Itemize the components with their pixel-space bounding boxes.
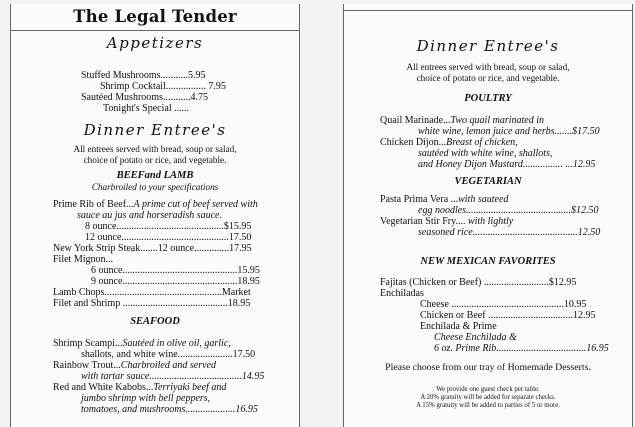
item-description: with lightly — [467, 216, 514, 227]
item-name: Red and White Kabobs... — [53, 382, 154, 393]
item-name: Rainbow Trout... — [53, 360, 121, 371]
menu-line: 6 ounce..............................................15.95 — [91, 265, 260, 276]
menu-line: New York Strip Steak.......12 ounce..............17.95 — [53, 243, 252, 254]
beef-lamb-subheading: Charbroiled to your specifications — [91, 182, 219, 192]
item-description: sautéed with white wine, shallots, — [418, 148, 553, 159]
item-description: Terriyaki beef and — [153, 382, 227, 393]
appetizers-title: Appetizers — [106, 34, 204, 52]
fine-print-line: A 15% gratuity will be added to parties of 5 or more. — [416, 402, 560, 409]
item-description: Charbroiled and served — [120, 360, 216, 371]
right-menu-page — [343, 4, 633, 427]
item-description: Two quail marinated in — [450, 115, 544, 126]
seafood-heading: SEAFOOD — [130, 316, 180, 327]
dessert-note: Please choose from our tray of Homemade Desserts. — [385, 362, 591, 373]
menu-line: and Honey Dijon Mustard................ ...12.95 — [418, 159, 596, 170]
menu-item — [380, 194, 508, 205]
menu-line: Cheese .............................................10.95 — [420, 299, 587, 310]
entrees-intro-line: All entrees served with bread, soup or salad, — [406, 62, 570, 72]
item-name: Chicken Dijon... — [380, 137, 447, 148]
menu-item — [53, 360, 216, 371]
menu-item — [380, 137, 518, 148]
appetizer-item: Stuffed Mushrooms...........5.95 — [81, 70, 206, 81]
new-mexican-heading: NEW MEXICAN FAVORITES — [420, 256, 556, 267]
item-description: jumbo shrimp with bell peppers, — [81, 393, 211, 404]
menu-line: Enchilada & Prime — [420, 321, 497, 332]
item-description: with sauteed — [458, 194, 509, 205]
item-name: Prime Rib of Beef... — [53, 199, 134, 210]
menu-line: 8 ounce...........................................$15.95 — [85, 221, 252, 232]
menu-line: egg noodles..........................................$12.50 — [418, 205, 599, 216]
menu-line: tomatoes, and mushrooms....................16.95 — [81, 404, 258, 415]
menu-line: Lamb Chops...............................................Market — [53, 287, 251, 298]
vegetarian-heading: VEGETARIAN — [454, 176, 522, 187]
entrees-intro-line: All entrees served with bread, soup or salad, — [73, 144, 237, 154]
menu-line: 6 oz. Prime Rib....................................16.95 — [434, 343, 609, 354]
item-description: A prime cut of beef served with — [133, 199, 258, 210]
poultry-heading: POULTRY — [464, 93, 512, 104]
left-menu-page — [10, 4, 300, 427]
menu-line: 9 ounce..............................................18.95 — [91, 276, 260, 287]
item-name: Pasta Prima Vera ... — [380, 194, 459, 205]
fine-print-line: A 20% gratuity will be added for separate checks. — [420, 394, 556, 401]
fine-print-line: We provide one guest check per table. — [436, 386, 540, 393]
entrees-title: Dinner Entree's — [83, 121, 227, 139]
appetizer-item: Shrimp Cocktail................ 7.95 — [100, 81, 226, 92]
appetizer-item: Sautéed Mushrooms...........4.75 — [81, 92, 208, 103]
menu-line: with tartar sauce.....................................14.95 — [81, 371, 265, 382]
item-name: Shrimp Scampi... — [53, 338, 123, 349]
menu-line: Fajitas (Chicken or Beef) ..........................$12.95 — [380, 277, 577, 288]
menu-line: Filet Mignon... — [53, 254, 114, 265]
menu-line: 12 ounce...........................................17.50 — [85, 232, 252, 243]
beef-lamb-heading: BEEFand LAMB — [116, 170, 194, 181]
menu-item — [53, 382, 226, 393]
entrees-title: Dinner Entree's — [416, 37, 560, 55]
appetizer-item: Tonight's Special ...... — [103, 103, 190, 114]
menu-item — [53, 199, 258, 210]
restaurant-name: The Legal Tender — [10, 4, 300, 31]
menu-line: shallots, and white wine......................17.50 — [81, 349, 256, 360]
menu-line: Chicken or Beef ..................................12.95 — [420, 310, 596, 321]
menu-line: Enchiladas — [380, 288, 424, 299]
menu-line: white wine, lemon juice and herbs.......$17.50 — [418, 126, 600, 137]
menu-item — [53, 338, 231, 349]
item-description: Cheese Enchilada & — [434, 332, 517, 343]
item-name: Vegetarian Stir Fry.... — [380, 216, 468, 227]
item-description: Sautéed in olive oil, garlic, — [122, 338, 231, 349]
menu-line: Filet and Shrimp ..........................................18.95 — [53, 298, 251, 309]
item-description: sauce au jus and horseradish sauce. — [77, 210, 222, 221]
item-name: Quail Marinade... — [380, 115, 451, 126]
menu-line: seasoned rice..........................................12.50 — [418, 227, 601, 238]
item-description: Breast of chicken, — [446, 137, 518, 148]
menu-item — [380, 115, 544, 126]
menu-item — [380, 216, 513, 227]
entrees-intro-line: choice of potato or rice, and vegetable. — [83, 155, 227, 165]
entrees-intro-line: choice of potato or rice, and vegetable. — [416, 73, 560, 83]
